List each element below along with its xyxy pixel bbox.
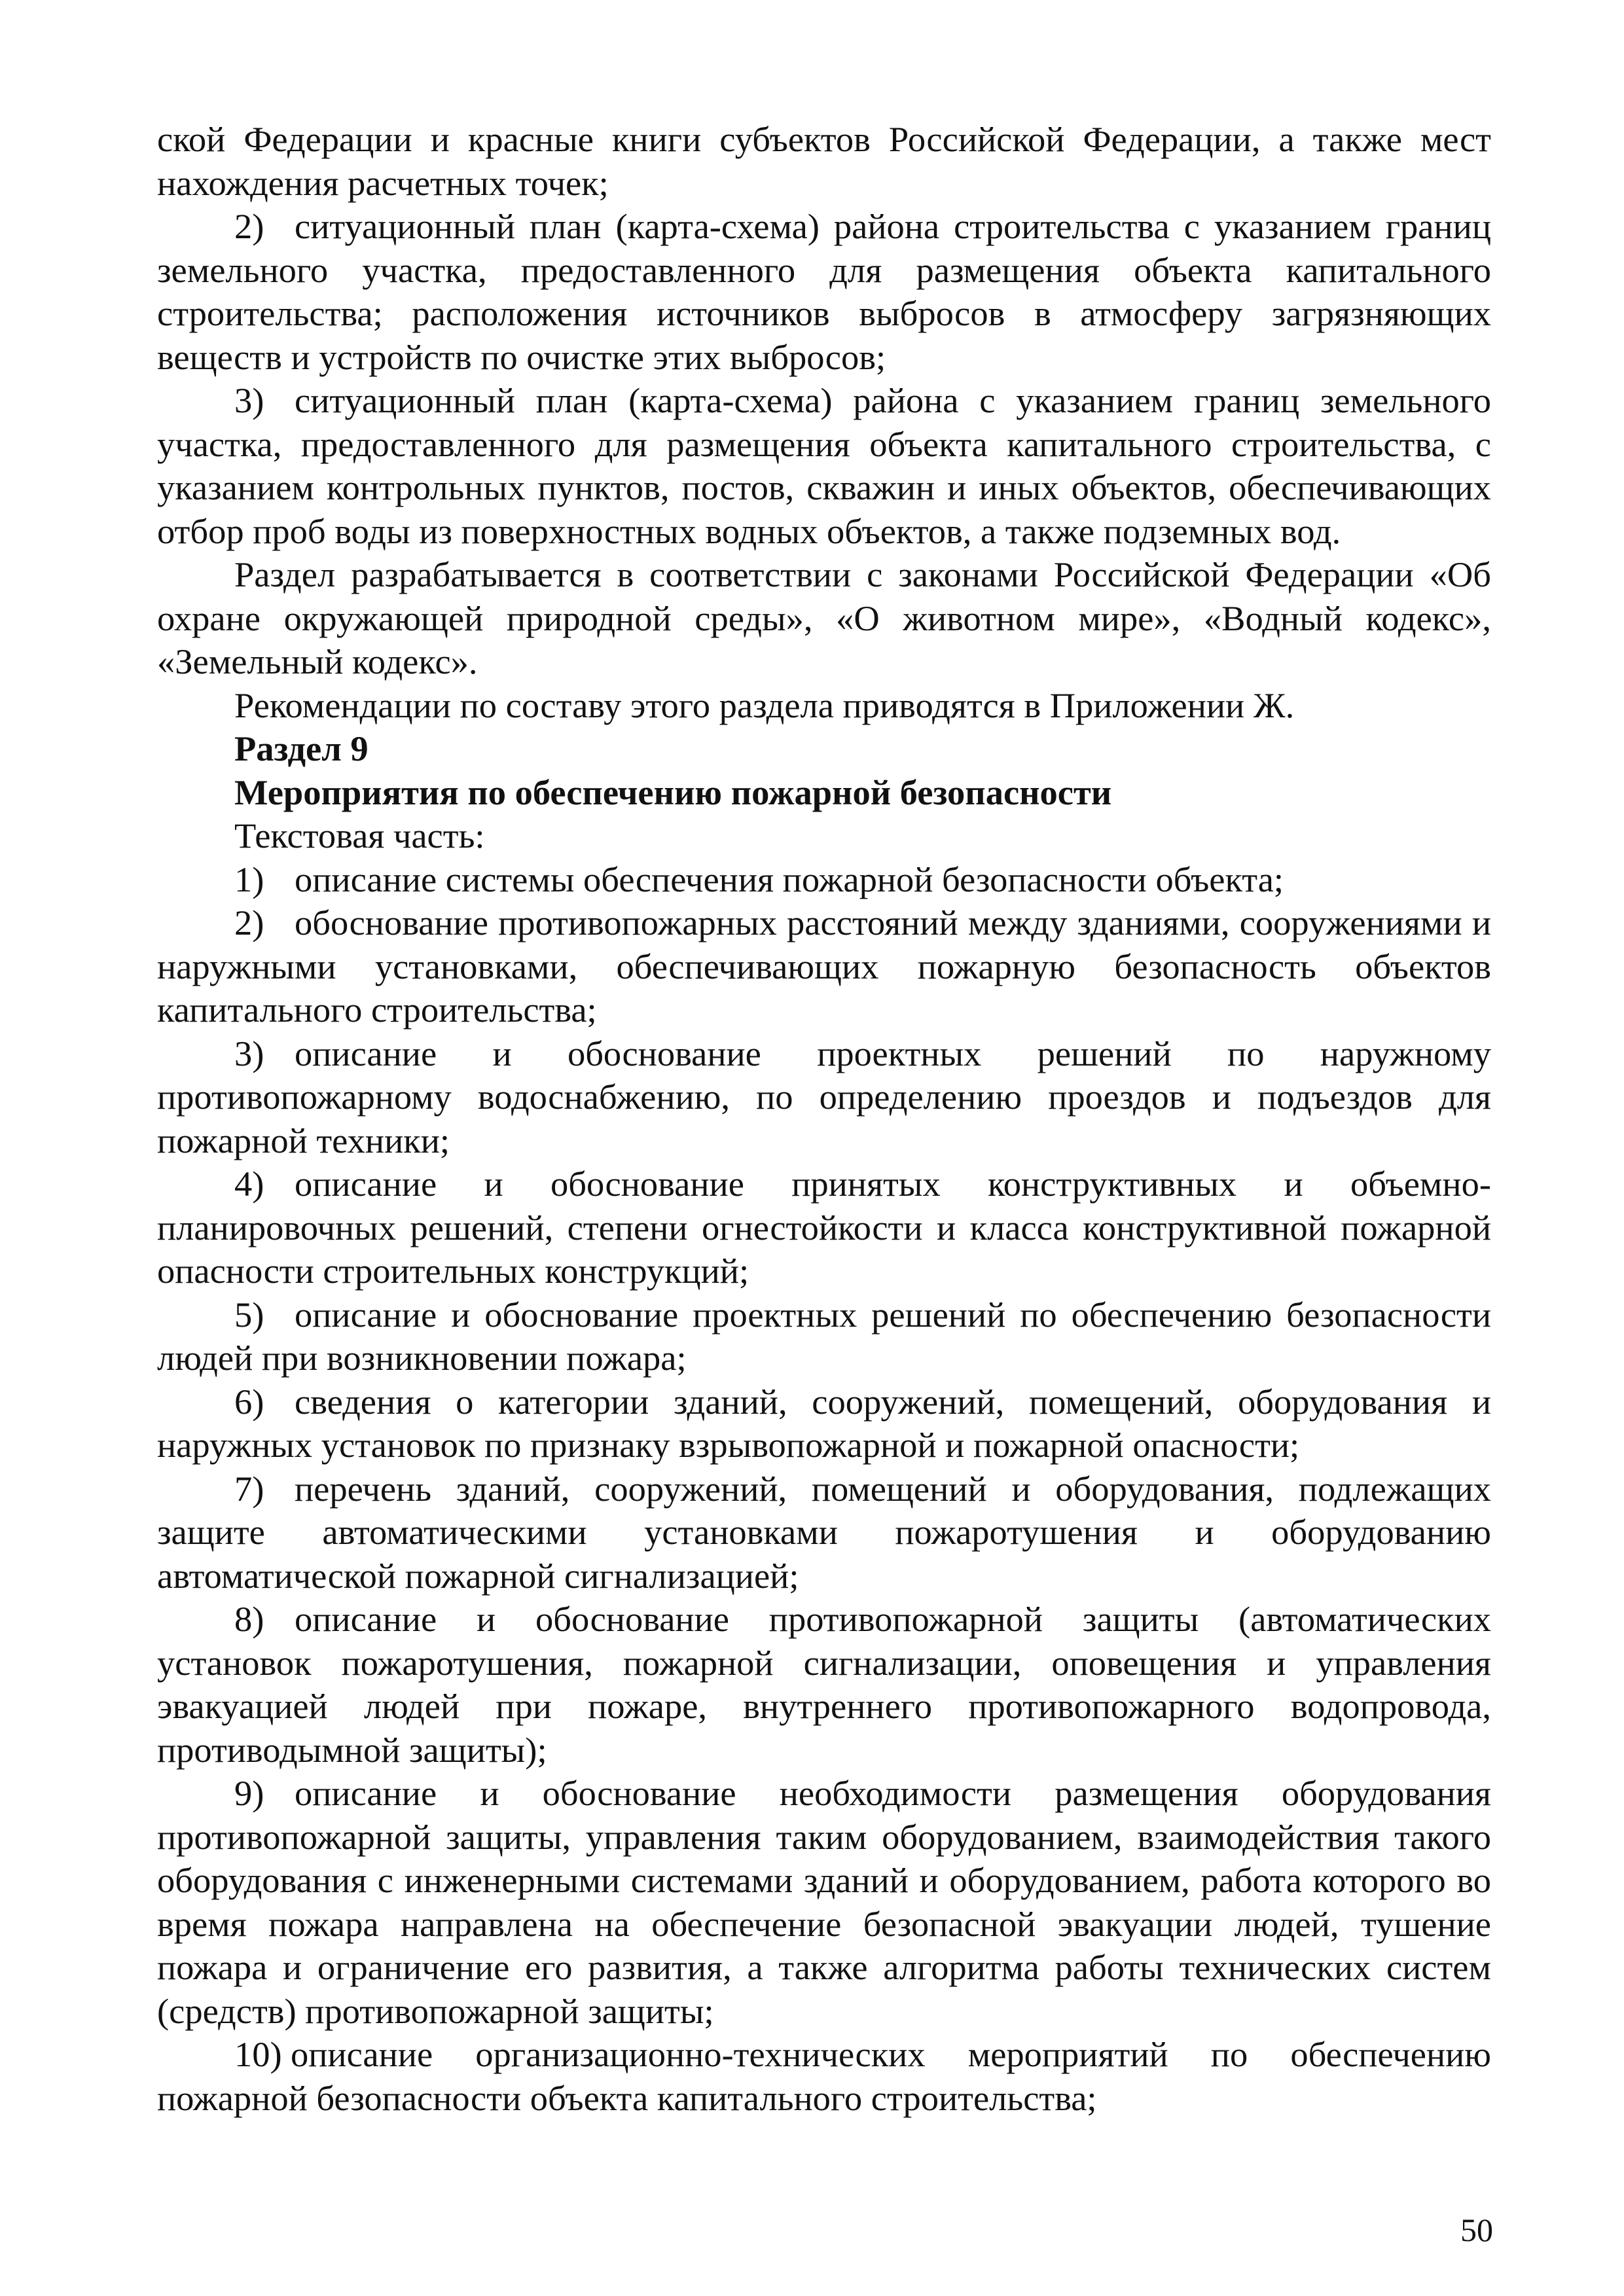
item-text: описание и обоснование принятых конструктивных и объемно-планировочных решений, степени огнестойкости и класса конструктивной пожарной опасности строительных конструкций; (157, 1164, 1491, 1291)
item-number: 6) (234, 1381, 264, 1422)
item-number: 4) (234, 1164, 264, 1204)
list-item (157, 1598, 1491, 1772)
item-number: 1) (234, 859, 264, 899)
item-number: 5) (234, 1294, 264, 1335)
page-number: 50 (1460, 2212, 1493, 2248)
item-text: описание и обоснование необходимости размещения оборудования противопожарной защиты, управления таким оборудованием, взаимодействия такого оборудования с инженерными системами зданий и оборудованием, работа которого во время пожара направлена на обеспечение безопасной эвакуации людей, тушение пожара и ограничение его развития, а также алгоритма работы технических систем (средств) противопожарной защиты; (157, 1773, 1491, 2031)
item-text: ситуационный план (карта-схема) района с указанием границ земельного участка, предоставленного для размещения объекта капитального строительства, с указанием контрольных пунктов, постов, скважин и иных объектов, обеспечивающих отбор проб воды из поверхностных водных объектов, а также подземных вод. (157, 380, 1491, 551)
paragraph: Рекомендации по составу этого раздела приводятся в Приложении Ж. (234, 685, 1295, 725)
list-item (157, 2033, 1491, 2120)
list-item (157, 1467, 1491, 1598)
item-text: описание и обоснование противопожарной защиты (автоматических установок пожаротушения, пожарной сигнализации, оповещения и управления эвакуацией людей при пожаре, внутреннего противопожарного водопровода, противодымной защиты); (157, 1599, 1491, 1770)
item-number: 10) (234, 2034, 282, 2074)
list-item (157, 1162, 1491, 1293)
list-item (157, 1772, 1491, 2033)
list-item (157, 858, 1491, 902)
item-text: ситуационный план (карта-схема) района строительства с указанием границ земельного участка, предоставленного для размещения объекта капитального строительства; расположения источников выбросов в атмосферу загрязняющих веществ и устройств по очистке этих выбросов; (157, 206, 1491, 377)
list-item (157, 901, 1491, 1032)
list-item (157, 1293, 1491, 1380)
paragraph-continuation: ской Федерации и красные книги субъектов Российской Федерации, а также мест нахождения расчетных точек; (157, 119, 1491, 203)
item-number: 3) (234, 1033, 264, 1073)
item-text: описание и обоснование проектных решений по обеспечению безопасности людей при возникновении пожара; (157, 1294, 1491, 1378)
item-number: 2) (234, 206, 264, 246)
item-text: перечень зданий, сооружений, помещений и оборудования, подлежащих защите автоматическими установками пожаротушения и оборудованию автоматической пожарной сигнализацией; (157, 1468, 1491, 1596)
list-item (157, 205, 1491, 379)
list-item (157, 1380, 1491, 1467)
section-intro: Текстовая часть: (234, 816, 485, 855)
paragraph: Раздел разрабатывается в соответствии с законами Российской Федерации «Об охране окружающей природной среды», «О животном мире», «Водный кодекс», «Земельный кодекс». (157, 554, 1491, 681)
item-number: 2) (234, 903, 264, 942)
item-text: обоснование противопожарных расстояний между зданиями, сооружениями и наружными установками, обеспечивающих пожарную безопасность объектов капитального строительства; (157, 903, 1491, 1030)
document-page (157, 118, 1491, 2120)
item-text: описание организационно-технических мероприятий по обеспечению пожарной безопасности объекта капитального строительства; (157, 2034, 1491, 2118)
item-text: описание системы обеспечения пожарной безопасности объекта; (295, 859, 1284, 899)
item-number: 3) (234, 380, 264, 420)
item-number: 9) (234, 1773, 264, 1813)
item-number: 8) (234, 1599, 264, 1639)
list-item (157, 379, 1491, 553)
item-text: описание и обоснование проектных решений по наружному противопожарному водоснабжению, по определению проездов и подъездов для пожарной техники; (157, 1033, 1491, 1160)
list-item (157, 1032, 1491, 1163)
item-text: сведения о категории зданий, сооружений, помещений, оборудования и наружных установок по признаку взрывопожарной и пожарной опасности; (157, 1381, 1491, 1465)
item-number: 7) (234, 1468, 264, 1509)
section-label: Раздел 9 (234, 728, 369, 768)
section-title: Мероприятия по обеспечению пожарной безопасности (234, 772, 1112, 812)
